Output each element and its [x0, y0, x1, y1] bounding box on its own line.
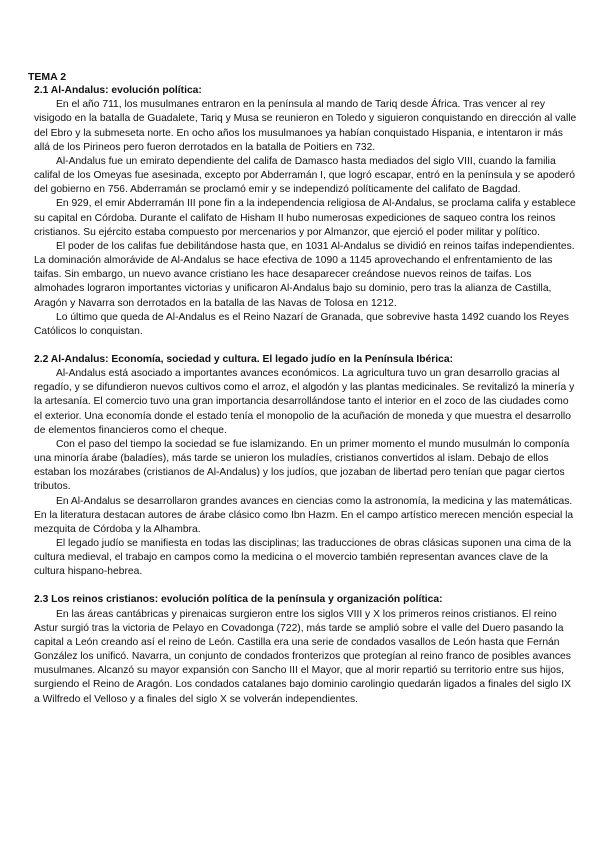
paragraph: Con el paso del tiempo la sociedad se fue islamizando. En un primer momento el mundo musulmán lo componía una minoría árabe (baladíes), más tarde se unieron los muladíes, cristianos convertidos al islam. Debajo de ellos estaban los mozárabes (cristianos de Al-Andalus) y los judíos, que jozaban de libertad pero tenían que pagar ciertos tributos. [34, 438, 570, 493]
section-heading: 2.2 Al-Andalus: Economía, sociedad y cultura. El legado judío en la Península Ibérica: [34, 353, 454, 365]
section-al-andalus-politica [28, 84, 578, 339]
paragraph: En el año 711, los musulmanes entraron en la península al mando de Tariq desde África. Tras vencer al rey visigodo en la batalla de Guadalete, Tariq y Musa se reunieron en Toledo y siguieron conquistando en dirección al valle del Ebro y la submeseta norte. En ocho años los musulmanoes ya habían conquistado Hispania, e intentaron ir más allá de los Pirineos pero fueron derrotados en la batalla de Poitiers en 732. [34, 99, 577, 153]
paragraph: En las áreas cantábricas y pirenaicas surgieron entre los siglos VIII y X los primeros reinos cristianos. El reino Astur surgió tras la victoria de Pelayo en Covadonga (722), más tarde se amplió sobre el valle del Duero pasando la capital a León creando así el reino de León. Castilla era una serie de condados vasallos de León hasta que Fernán González los unificó. Navarra, un conjunto de condados fronterizos que protegían al reino franco de posibles avances musulmanes. Alcanzó su mayor expansión con Sancho III el Mayor, que al morir repartió su territorio entre sus hijos, surgiendo el Reino de Aragón. Los condados catalanes bajo dominio carolingio quedarán ligados a finales del siglo IX a Wilfredo el Velloso y a finales del siglo X se volverán independientes. [34, 608, 571, 705]
paragraph: Al-Andalus fue un emirato dependiente del califa de Damasco hasta mediados del siglo VIII, cuando la familia califal de los Omeyas fue asesinada, excepto por Abderramán I, que logró escapar, entró en la península y se apoderó del gobierno en 756. Abderramán se proclamó emir y se independizó políticamente del califato de Bagdad. [34, 155, 575, 196]
document-page [28, 70, 578, 707]
paragraph: Lo último que queda de Al-Andalus es el Reino Nazarí de Granada, que sobrevive hasta 1492 cuando los Reyes Católicos lo conquistan. [34, 311, 569, 337]
section-al-andalus-economia [28, 353, 578, 580]
section-reinos-cristianos [28, 593, 578, 706]
paragraph: El poder de los califas fue debilitándose hasta que, en 1031 Al-Andalus se dividió en reinos taifas independientes. La dominación almorávide de Al-Andalus se hace efectiva de 1090 a 1145 aprovechando el enfrentamiento de las taifas. Sin embargo, un nuevo avance cristiano les hace desaparecer creándose nuevos reinos de taifas. Los almohades lograron importantes victorias y unificaron Al-Andalus bajo su dominio, pero tras la alianza de Castilla, Aragón y Navarra son derrotados en la batalla de las Navas de Tolosa en 1212. [34, 240, 575, 309]
paragraph: En Al-Andalus se desarrollaron grandes avances en ciencias como la astronomía, la medicina y las matemáticas. En la literatura destacan autores de árabe clásico como Ibn Hazm. En el campo artístico merecen mención especial la mezquita de Córdoba y la Alhambra. [34, 495, 574, 535]
paragraph: En 929, el emir Abderramán III pone fin a la independencia religiosa de Al-Andalus, se proclama califa y establece su capital en Córdoba. Durante el califato de Hisham II hubo numerosas expediciones de saqueo contra los reinos cristianos. Su ejército estaba compuesto por mercenarios y por Almanzor, que ejerció el poder militar y político. [34, 198, 576, 238]
paragraph: Al-Andalus está asociado a importantes avances económicos. La agricultura tuvo un gran desarrollo gracias al regadío, y se difundieron nuevos cultivos como el arroz, el algodón y las plantas medicinales. Se revitalizó la minería y la artesanía. El comercio tuvo una gran importancia desarrollándose tanto el interior en el zoco de las ciudades como el exterior. Una economía donde el estado tenía el monopolio de la acuñación de moneda y que muestra el desarrollo de elementos financieros como el cheque. [34, 368, 575, 436]
paragraph: El legado judío se manifiesta en todas las disciplinas; las traducciones de obras clásicas suponen una cima de la cultura medieval, el trabajo en campos como la medicina o el movercio también representan avances clave de la cultura hispano-hebrea. [34, 538, 572, 578]
section-heading: 2.1 Al-Andalus: evolución política: [34, 85, 202, 97]
section-heading: 2.3 Los reinos cristianos: evolución política de la península y organización política: [34, 594, 443, 606]
document-title: TEMA 2 [28, 71, 67, 83]
